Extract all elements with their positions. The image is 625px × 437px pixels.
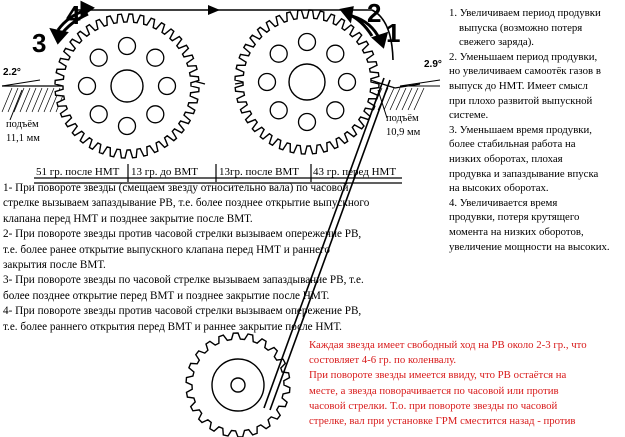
right-note-line: 4. Увеличивается время — [449, 196, 558, 209]
main-note-line: клапана перед НМТ и позднее закрытие после ВМТ. — [3, 212, 253, 225]
right-note-line: на высоких оборотах. — [449, 182, 549, 195]
hatch-line — [414, 88, 424, 110]
timing-exhaust-after-bdc: 51 гр. после НМТ — [36, 166, 120, 178]
red-note-line: стрелке, вал при установке ГРМ сместится назад - против — [309, 415, 576, 428]
hatch-line — [44, 88, 54, 112]
right-note-line: свежего заряда). — [459, 36, 534, 49]
timing-exhaust-before-tdc: 13 гр. до ВМТ — [131, 166, 198, 178]
sprocket-hole — [259, 74, 276, 91]
hatch-line — [402, 88, 412, 110]
red-notes — [309, 338, 587, 429]
sprocket-hole — [327, 102, 344, 119]
sprocket-hole — [147, 106, 164, 123]
sprocket-hole — [159, 78, 176, 95]
sprocket-hole — [299, 114, 316, 131]
lift-right — [386, 112, 420, 140]
sprocket-hole — [90, 49, 107, 66]
right-note-line: продувка и запаздывание впуска — [449, 167, 599, 180]
sprocket-hole — [327, 45, 344, 62]
right-note-line: более стабильная работа на — [449, 138, 576, 151]
red-note-line: состовляет 4-6 гр. по коленвалу. — [309, 354, 457, 367]
rotation-number-1: 1 — [386, 18, 401, 48]
hatch-line — [14, 88, 24, 112]
main-note-line: 2- При повороте звезды против часовой стрелки вызываем опережение РВ, — [3, 228, 362, 241]
red-note-line: часовой стрелки. Т.о. при повороте звезды по часовой — [309, 399, 558, 412]
main-note-line: т.е. более раннего открытия перед ВМТ и раннее закрытие после НМТ. — [3, 320, 342, 333]
angle-right: 2.9° — [424, 59, 442, 70]
hatch-line — [2, 88, 12, 112]
main-note-line: стрелке вызываем запаздывание РВ, т.е. более позднее открытие выпускного — [3, 197, 370, 210]
sprocket-hole — [339, 74, 356, 91]
sprocket-hole — [119, 38, 136, 55]
hatch-line — [38, 88, 48, 112]
right-note-line: низких оборотах, плохая — [449, 152, 563, 165]
right-note-line: увеличение мощности на высоких. — [449, 240, 610, 253]
main-note-line: т.е. более ранее открытие выпускного клапана перед НМТ и раннего — [3, 243, 330, 256]
right-note-line: 2. Уменьшаем период продувки, — [449, 50, 598, 63]
main-notes — [3, 181, 369, 335]
lift-left-value: 11,1 мм — [6, 133, 40, 144]
timing-intake-after-tdc: 13гр. после ВМТ — [219, 166, 300, 178]
red-note-line: Каждая звезда имеет свободный ход на РВ около 2-3 гр., что — [309, 339, 587, 351]
sprocket-hole — [147, 49, 164, 66]
right-note-line: системе. — [449, 109, 489, 122]
sprocket-hole — [79, 78, 96, 95]
sprocket-hole — [90, 106, 107, 123]
main-note-line: 4- При повороте звезды против часовой стрелки вызываем опережение РВ, — [3, 305, 362, 318]
rotation-number-3: 3 — [32, 28, 47, 58]
right-note-line: момента на низких оборотов, — [449, 225, 584, 238]
right-sprocket — [235, 10, 379, 154]
rotation-number-2: 2 — [367, 0, 382, 28]
sprocket-hole — [270, 45, 287, 62]
red-note-line: При повороте звезды имеется ввиду, что РВ остаётся на — [309, 369, 567, 382]
hatch-line — [396, 88, 406, 110]
sprocket-hole — [119, 118, 136, 135]
sprocket-hole — [299, 34, 316, 51]
sprocket-hole — [270, 102, 287, 119]
lift-left — [6, 118, 40, 146]
right-note-line: продувки, потеря крутящего — [449, 211, 580, 224]
rotation-number-4: 4 — [66, 0, 81, 30]
right-note-line: 1. Увеличиваем период продувки — [449, 7, 601, 19]
left-sprocket — [55, 14, 199, 158]
lift-left-label: подъём — [6, 119, 39, 130]
main-note-line: закрытия после ВМТ. — [3, 259, 106, 272]
angle-left: 2.2° — [3, 67, 21, 78]
right-note-line: при плохо развитой выпускной — [449, 94, 593, 107]
right-note-line: но увеличиваем самоотёк газов в — [449, 65, 601, 78]
main-note-line: 1- При повороте звезды (смещаем звезду относительно вала) по часовой — [3, 182, 349, 194]
red-note-line: месте, а звезда поворачивается по часовой или против — [309, 384, 559, 397]
hatch-line — [8, 88, 18, 112]
angle-marker-left — [2, 80, 40, 86]
right-notes — [449, 6, 610, 254]
main-note-line: 3- При повороте звезды по часовой стрелке вызываем запаздывание РВ, т.е. — [3, 274, 364, 287]
hatch-line — [390, 88, 400, 110]
hatch-line — [408, 88, 418, 110]
right-note-line: выпуск до НМТ. Имеет смысл — [449, 79, 588, 92]
lift-right-label: подъём — [386, 113, 419, 124]
main-note-line: более позднее открытие перед ВМТ и позднее закрытие после НМТ. — [3, 289, 330, 302]
lift-right-value: 10,9 мм — [386, 127, 421, 138]
right-note-line: выпуска (возможно потеря — [459, 21, 583, 34]
timing-intake-before-bdc: 43 гр. перед НМТ — [313, 166, 397, 178]
crank-sprocket — [186, 333, 290, 437]
hatch-line — [26, 88, 36, 112]
hatch-line — [32, 88, 42, 112]
right-note-line: 3. Уменьшаем время продувки, — [449, 123, 593, 136]
angle-marker-right — [400, 80, 440, 86]
lift-pointer-left — [10, 90, 22, 120]
belt-direction-arrow — [208, 5, 220, 15]
